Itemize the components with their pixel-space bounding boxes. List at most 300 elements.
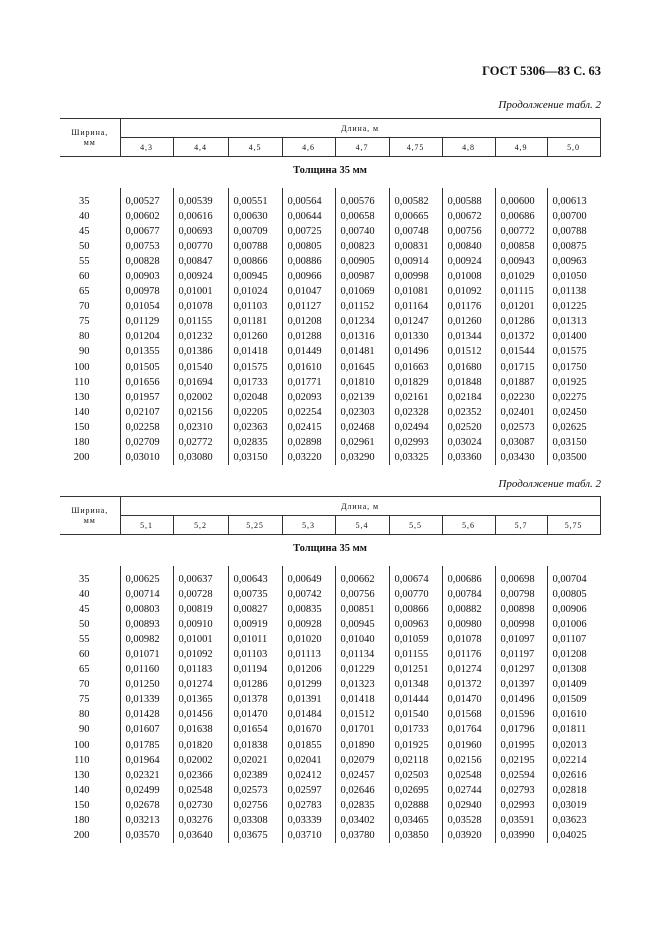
width-header-text: Ширина, мм (71, 127, 109, 147)
width-cell: 180 (60, 435, 120, 450)
volume-cell: 0,01456 (173, 707, 228, 722)
table-row (60, 798, 600, 813)
length-header: Длина, м (120, 497, 600, 516)
volume-cell: 0,02646 (335, 783, 389, 798)
volume-cell: 0,00644 (282, 209, 335, 224)
volume-cell: 0,01645 (335, 360, 389, 375)
volume-cell: 0,01011 (228, 632, 282, 647)
volume-cell: 0,02993 (495, 798, 547, 813)
volume-cell: 0,02961 (335, 435, 389, 450)
volume-cell: 0,03675 (228, 828, 282, 843)
volume-cell: 0,02793 (495, 783, 547, 798)
width-cell: 45 (60, 224, 120, 239)
volume-cell: 0,01607 (120, 722, 173, 737)
width-cell: 100 (60, 738, 120, 753)
volume-cell: 0,01449 (282, 344, 335, 359)
volume-cell: 0,00527 (120, 194, 173, 209)
volume-cell: 0,01330 (389, 329, 442, 344)
volume-cell: 0,02184 (442, 390, 495, 405)
volume-cell: 0,01575 (228, 360, 282, 375)
volume-cell: 0,02258 (120, 420, 173, 435)
volume-cell: 0,01113 (282, 647, 335, 662)
volume-cell: 0,01771 (282, 375, 335, 390)
volume-cell: 0,01575 (552, 346, 587, 358)
volume-cell: 0,01701 (335, 722, 389, 737)
table-row (60, 405, 600, 420)
width-header-text: Ширина, мм (71, 505, 109, 525)
volume-cell: 0,02835 (335, 798, 389, 813)
width-cell: 140 (60, 783, 120, 798)
volume-cell: 0,02412 (282, 768, 335, 783)
volume-cell: 0,00827 (228, 602, 282, 617)
volume-cell: 0,01208 (552, 649, 587, 661)
volume-cell: 0,00835 (282, 602, 335, 617)
volume-cell: 0,01001 (173, 632, 228, 647)
volume-cell: 0,01829 (389, 375, 442, 390)
table-row (60, 768, 600, 783)
volume-cell: 0,00963 (389, 617, 442, 632)
volume-cell: 0,01208 (282, 314, 335, 329)
volume-cell: 0,01796 (495, 722, 547, 737)
volume-cell: 0,01274 (173, 677, 228, 692)
length-value-header: 5,75 (547, 516, 600, 535)
volume-cell: 0,01484 (282, 707, 335, 722)
table-row (60, 254, 600, 269)
thickness-label: Толщина 35 мм (293, 165, 367, 176)
volume-cell: 0,01197 (495, 647, 547, 662)
volume-cell: 0,02161 (389, 390, 442, 405)
length-value-header: 4,4 (173, 138, 228, 157)
volume-cell: 0,00772 (495, 224, 547, 239)
volume-cell: 0,00978 (120, 284, 173, 299)
volume-cell: 0,01339 (120, 692, 173, 707)
volume-cell: 0,00919 (228, 617, 282, 632)
width-column-header (60, 497, 120, 535)
volume-cell: 0,00742 (282, 587, 335, 602)
volume-cell: 0,00910 (173, 617, 228, 632)
width-cell: 40 (60, 209, 120, 224)
volume-cell: 0,00924 (442, 254, 495, 269)
volume-cell: 0,00784 (442, 587, 495, 602)
volume-cell: 0,00840 (442, 239, 495, 254)
table-row (60, 647, 600, 662)
table-row (60, 284, 600, 299)
width-cell: 55 (60, 632, 120, 647)
volume-cell: 0,02156 (442, 753, 495, 768)
table-row (60, 617, 600, 632)
volume-cell: 0,02625 (552, 421, 587, 433)
volume-cell: 0,01995 (495, 738, 547, 753)
volume-cell: 0,01308 (552, 664, 587, 676)
volume-cell: 0,00905 (335, 254, 389, 269)
volume-cell: 0,01225 (552, 301, 587, 313)
length-value-header: 5,4 (335, 516, 389, 535)
volume-cell: 0,02772 (173, 435, 228, 450)
volume-cell: 0,01050 (552, 271, 587, 283)
length-value-header: 4,75 (389, 138, 442, 157)
volume-cell: 0,01194 (228, 662, 282, 677)
volume-cell: 0,02389 (228, 768, 282, 783)
volume-cell: 0,03402 (335, 813, 389, 828)
table-row (60, 299, 600, 314)
volume-cell: 0,02013 (552, 739, 587, 751)
length-value-header: 5,2 (173, 516, 228, 535)
volume-cell: 0,02597 (282, 783, 335, 798)
volume-cell: 0,03623 (552, 814, 587, 826)
volume-cell: 0,01286 (228, 677, 282, 692)
volume-cell: 0,00728 (173, 587, 228, 602)
volume-cell: 0,01596 (495, 707, 547, 722)
length-value-header: 5,6 (442, 516, 495, 535)
table-row (60, 435, 600, 450)
volume-cell: 0,02310 (173, 420, 228, 435)
volume-cell: 0,01008 (442, 269, 495, 284)
volume-cell: 0,01750 (552, 361, 587, 373)
width-cell: 45 (60, 602, 120, 617)
volume-cell: 0,01127 (282, 299, 335, 314)
length-value-header: 5,25 (228, 516, 282, 535)
volume-cell: 0,01418 (228, 344, 282, 359)
volume-cell: 0,01155 (173, 314, 228, 329)
volume-cell: 0,02457 (335, 768, 389, 783)
volume-cell: 0,00963 (552, 256, 587, 268)
volume-cell: 0,01206 (282, 662, 335, 677)
volume-cell: 0,02303 (335, 405, 389, 420)
width-cell: 55 (60, 254, 120, 269)
volume-cell: 0,01059 (389, 632, 442, 647)
width-cell: 130 (60, 768, 120, 783)
volume-cell: 0,00686 (495, 209, 547, 224)
thickness-subheader-row (60, 535, 600, 567)
table-row (60, 314, 600, 329)
volume-cell: 0,00893 (120, 617, 173, 632)
volume-cell: 0,01020 (282, 632, 335, 647)
volume-cell: 0,00980 (442, 617, 495, 632)
volume-cell: 0,01299 (282, 677, 335, 692)
volume-cell: 0,00998 (495, 617, 547, 632)
volume-cell: 0,01810 (335, 375, 389, 390)
weight-table-1 (60, 118, 601, 465)
length-value-header: 4,5 (228, 138, 282, 157)
length-value-header: 5,5 (389, 516, 442, 535)
volume-cell: 0,00805 (282, 239, 335, 254)
volume-cell: 0,02730 (173, 798, 228, 813)
width-cell: 50 (60, 617, 120, 632)
length-value-header: 4,7 (335, 138, 389, 157)
volume-cell: 0,02756 (228, 798, 282, 813)
volume-cell: 0,02002 (173, 390, 228, 405)
volume-cell: 0,01229 (335, 662, 389, 677)
volume-cell: 0,00945 (228, 269, 282, 284)
volume-cell: 0,03308 (228, 813, 282, 828)
volume-cell: 0,01733 (228, 375, 282, 390)
volume-cell: 0,01656 (120, 375, 173, 390)
volume-cell: 0,02107 (120, 405, 173, 420)
volume-cell: 0,03780 (335, 828, 389, 843)
table-row (60, 450, 600, 465)
volume-cell: 0,00898 (495, 602, 547, 617)
volume-cell: 0,01694 (173, 375, 228, 390)
volume-cell: 0,02993 (389, 435, 442, 450)
volume-cell: 0,00698 (495, 572, 547, 587)
volume-cell: 0,00714 (120, 587, 173, 602)
volume-cell: 0,02328 (389, 405, 442, 420)
volume-cell: 0,01960 (442, 738, 495, 753)
volume-cell: 0,01115 (495, 284, 547, 299)
volume-cell: 0,03150 (228, 450, 282, 465)
volume-cell: 0,01071 (120, 647, 173, 662)
width-cell: 75 (60, 314, 120, 329)
volume-cell: 0,01054 (120, 299, 173, 314)
length-value-header: 5,7 (495, 516, 547, 535)
volume-cell: 0,01316 (335, 329, 389, 344)
volume-cell: 0,01397 (495, 677, 547, 692)
volume-cell: 0,01176 (442, 647, 495, 662)
volume-cell: 0,00847 (173, 254, 228, 269)
volume-cell: 0,01409 (552, 679, 587, 691)
volume-cell: 0,00616 (173, 209, 228, 224)
volume-cell: 0,01183 (173, 662, 228, 677)
volume-cell: 0,00788 (228, 239, 282, 254)
volume-cell: 0,02783 (282, 798, 335, 813)
volume-cell: 0,01103 (228, 299, 282, 314)
width-cell: 40 (60, 587, 120, 602)
volume-cell: 0,00662 (335, 572, 389, 587)
volume-cell: 0,01078 (173, 299, 228, 314)
volume-cell: 0,00756 (335, 587, 389, 602)
volume-cell: 0,00798 (495, 587, 547, 602)
volume-cell: 0,01470 (442, 692, 495, 707)
volume-cell: 0,00665 (389, 209, 442, 224)
table-row (60, 722, 600, 737)
volume-cell: 0,01481 (335, 344, 389, 359)
volume-cell: 0,01496 (389, 344, 442, 359)
table-row (60, 707, 600, 722)
volume-cell: 0,01181 (228, 314, 282, 329)
volume-cell: 0,03710 (282, 828, 335, 843)
volume-cell: 0,02548 (442, 768, 495, 783)
volume-cell: 0,00735 (228, 587, 282, 602)
volume-cell: 0,01733 (389, 722, 442, 737)
volume-cell: 0,01164 (389, 299, 442, 314)
width-cell: 80 (60, 329, 120, 344)
volume-cell: 0,01274 (442, 662, 495, 677)
width-cell: 100 (60, 360, 120, 375)
width-cell: 80 (60, 707, 120, 722)
volume-cell: 0,03640 (173, 828, 228, 843)
volume-cell: 0,01134 (335, 647, 389, 662)
volume-cell: 0,02940 (442, 798, 495, 813)
volume-cell: 0,02401 (495, 405, 547, 420)
table-row (60, 360, 600, 375)
volume-cell: 0,01029 (495, 269, 547, 284)
volume-cell: 0,03591 (495, 813, 547, 828)
volume-cell: 0,02041 (282, 753, 335, 768)
volume-cell: 0,01092 (442, 284, 495, 299)
volume-cell: 0,01890 (335, 738, 389, 753)
volume-cell: 0,00945 (335, 617, 389, 632)
width-cell: 75 (60, 692, 120, 707)
width-cell: 90 (60, 344, 120, 359)
volume-cell: 0,02205 (228, 405, 282, 420)
thickness-label: Толщина 35 мм (293, 543, 367, 554)
volume-cell: 0,01568 (442, 707, 495, 722)
volume-cell: 0,02156 (173, 405, 228, 420)
volume-cell: 0,01509 (552, 694, 587, 706)
volume-cell: 0,01313 (552, 316, 587, 328)
volume-cell: 0,01470 (228, 707, 282, 722)
volume-cell: 0,01288 (282, 329, 335, 344)
volume-cell: 0,02139 (335, 390, 389, 405)
table-row (60, 632, 600, 647)
continuation-label-2: Продолжение табл. 2 (498, 478, 601, 490)
width-cell: 180 (60, 813, 120, 828)
volume-cell: 0,01344 (442, 329, 495, 344)
volume-cell: 0,00588 (442, 194, 495, 209)
volume-cell: 0,01848 (442, 375, 495, 390)
volume-cell: 0,00625 (120, 572, 173, 587)
volume-cell: 0,01820 (173, 738, 228, 753)
volume-cell: 0,03500 (552, 451, 587, 463)
volume-cell: 0,00551 (228, 194, 282, 209)
volume-cell: 0,01505 (120, 360, 173, 375)
width-column-header (60, 119, 120, 157)
volume-cell: 0,02744 (442, 783, 495, 798)
length-value-header: 5,0 (547, 138, 600, 157)
volume-cell: 0,01663 (389, 360, 442, 375)
volume-cell: 0,02230 (495, 390, 547, 405)
volume-cell: 0,01103 (228, 647, 282, 662)
volume-cell: 0,00582 (389, 194, 442, 209)
volume-cell: 0,00943 (495, 254, 547, 269)
volume-cell: 0,02079 (335, 753, 389, 768)
volume-cell: 0,00819 (173, 602, 228, 617)
table-row (60, 753, 600, 768)
volume-cell: 0,04025 (552, 829, 587, 841)
volume-cell: 0,00649 (282, 572, 335, 587)
length-value-header: 5,3 (282, 516, 335, 535)
width-cell: 65 (60, 284, 120, 299)
width-cell: 60 (60, 647, 120, 662)
volume-cell: 0,01715 (495, 360, 547, 375)
volume-cell: 0,03220 (282, 450, 335, 465)
volume-cell: 0,01496 (495, 692, 547, 707)
volume-cell: 0,02494 (389, 420, 442, 435)
volume-cell: 0,01365 (173, 692, 228, 707)
volume-cell: 0,01540 (173, 360, 228, 375)
table-row (60, 828, 600, 843)
volume-cell: 0,02616 (552, 769, 587, 781)
width-cell: 110 (60, 753, 120, 768)
volume-cell: 0,01234 (335, 314, 389, 329)
volume-cell: 0,00998 (389, 269, 442, 284)
volume-cell: 0,01297 (495, 662, 547, 677)
volume-cell: 0,01372 (442, 677, 495, 692)
table-row (60, 209, 600, 224)
volume-cell: 0,01638 (173, 722, 228, 737)
volume-cell: 0,01097 (495, 632, 547, 647)
volume-cell: 0,02450 (552, 406, 587, 418)
volume-cell: 0,01444 (389, 692, 442, 707)
width-cell: 60 (60, 269, 120, 284)
volume-cell: 0,00564 (282, 194, 335, 209)
volume-cell: 0,02214 (552, 754, 587, 766)
volume-cell: 0,01512 (442, 344, 495, 359)
volume-cell: 0,02002 (173, 753, 228, 768)
volume-cell: 0,00788 (552, 226, 587, 238)
table-row (60, 572, 600, 587)
volume-cell: 0,02678 (120, 798, 173, 813)
volume-cell: 0,01610 (282, 360, 335, 375)
volume-cell: 0,01400 (552, 331, 587, 343)
volume-cell: 0,00858 (495, 239, 547, 254)
volume-cell: 0,00805 (552, 589, 587, 601)
volume-cell: 0,02898 (282, 435, 335, 450)
length-values-row (60, 516, 600, 535)
volume-cell: 0,01201 (495, 299, 547, 314)
volume-cell: 0,02695 (389, 783, 442, 798)
width-cell: 150 (60, 798, 120, 813)
volume-cell: 0,00928 (282, 617, 335, 632)
volume-cell: 0,03290 (335, 450, 389, 465)
volume-cell: 0,01386 (173, 344, 228, 359)
volume-cell: 0,01512 (335, 707, 389, 722)
volume-cell: 0,01887 (495, 375, 547, 390)
volume-cell: 0,00770 (389, 587, 442, 602)
length-value-header: 5,1 (120, 516, 173, 535)
volume-cell: 0,00672 (442, 209, 495, 224)
table-row (60, 677, 600, 692)
volume-cell: 0,03087 (495, 435, 547, 450)
volume-cell: 0,00725 (282, 224, 335, 239)
volume-cell: 0,01680 (442, 360, 495, 375)
volume-cell: 0,02415 (282, 420, 335, 435)
volume-cell: 0,00803 (120, 602, 173, 617)
volume-cell: 0,03024 (442, 435, 495, 450)
volume-cell: 0,02254 (282, 405, 335, 420)
volume-cell: 0,01081 (389, 284, 442, 299)
volume-cell: 0,00677 (120, 224, 173, 239)
volume-cell: 0,00866 (228, 254, 282, 269)
length-values-row (60, 138, 600, 157)
volume-cell: 0,00740 (335, 224, 389, 239)
volume-cell: 0,00753 (120, 239, 173, 254)
volume-cell: 0,00686 (442, 572, 495, 587)
width-cell: 110 (60, 375, 120, 390)
weight-table-2 (60, 496, 601, 843)
length-header: Длина, м (120, 119, 600, 138)
table-row (60, 390, 600, 405)
volume-cell: 0,02275 (552, 391, 587, 403)
table-row (60, 662, 600, 677)
volume-cell: 0,02573 (228, 783, 282, 798)
width-cell: 200 (60, 450, 120, 465)
volume-cell: 0,01001 (173, 284, 228, 299)
volume-cell: 0,03325 (389, 450, 442, 465)
volume-cell: 0,00987 (335, 269, 389, 284)
volume-cell: 0,01925 (552, 376, 587, 388)
table-row (60, 194, 600, 209)
volume-cell: 0,02468 (335, 420, 389, 435)
table-row (60, 783, 600, 798)
table-row (60, 692, 600, 707)
volume-cell: 0,02366 (173, 768, 228, 783)
volume-cell: 0,01160 (120, 662, 173, 677)
table-row (60, 269, 600, 284)
volume-cell: 0,02195 (495, 753, 547, 768)
volume-cell: 0,01286 (495, 314, 547, 329)
volume-cell: 0,01024 (228, 284, 282, 299)
